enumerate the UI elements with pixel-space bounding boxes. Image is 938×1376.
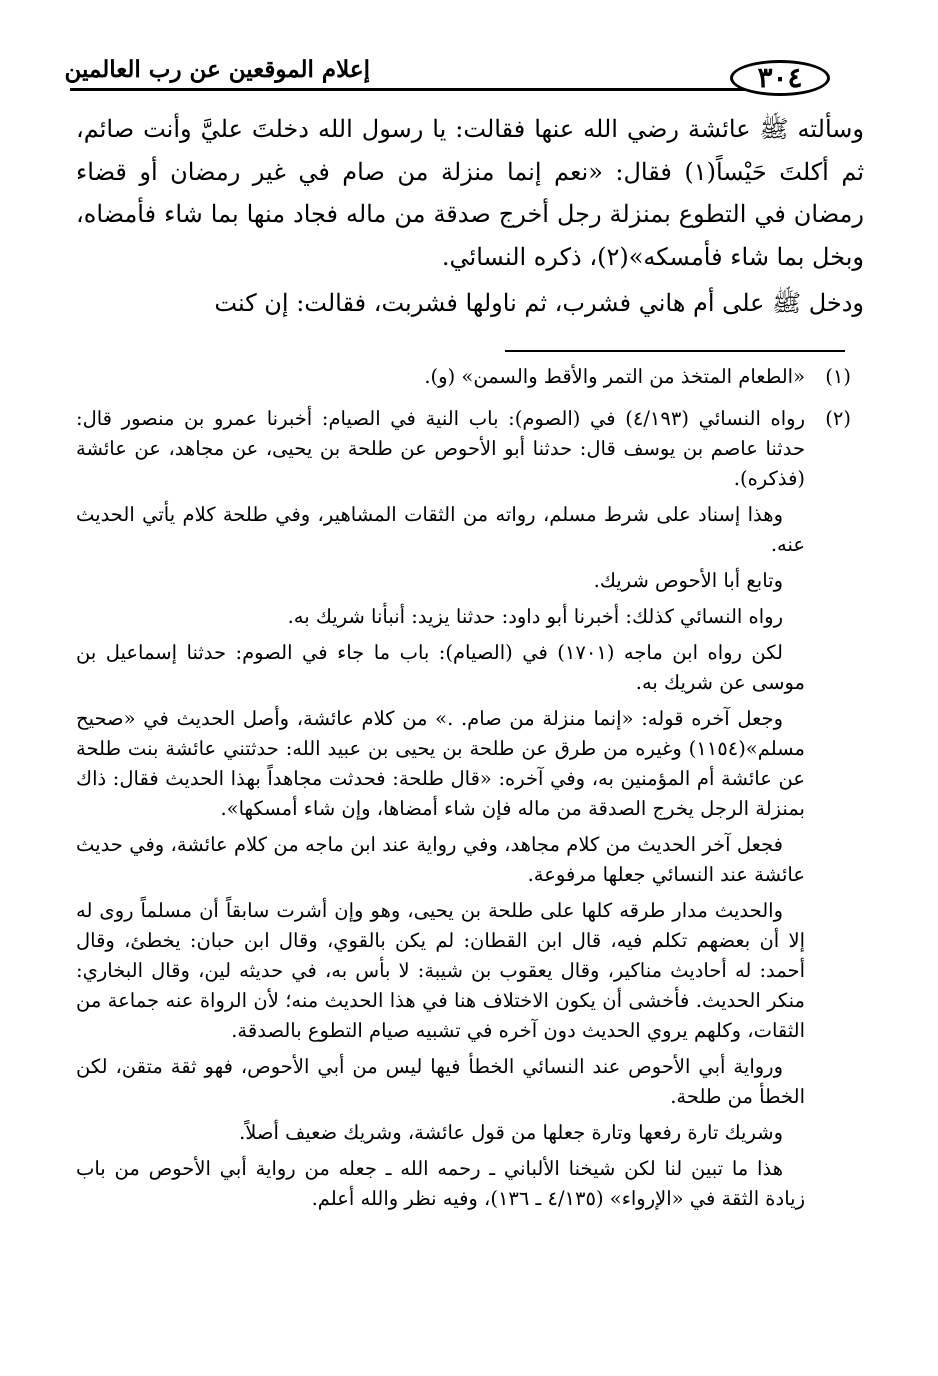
footnote-2-para-7: فجعل آخر الحديث من كلام مجاهد، وفي رواية عند ابن ماجه من كلام عائشة، وفي حديث عائشة عند النسائي جعلها مرفوعة.	[76, 833, 805, 886]
footnote-2-para-8: والحديث مدار طرقه كلها على طلحة بن يحيى، وهو وإن أشرت سابقاً أن مسلماً روى له إلا أن بعضهم تكلم فيه، قال ابن القطان: لم يكن بالقوي، وقال ابن حبان: يخطئ، وقال أحمد: له أحاديث مناكير، وقال يعقوب بن شيبة: لا بأس به، في حديثه لين، وقال البخاري: منكر الحديث. فأخشى أن يكون الاختلاف هنا في هذا الحديث منه؛ لأن الرواة عنه جماعة من الثقات، وكلهم يروي الحديث دون آخره في تشبيه صيام التطوع بالصدقة.	[76, 899, 805, 1042]
main-paragraph-1: وسألته ﷺ عائشة رضي الله عنها فقالت: يا رسول الله دخلتَ عليَّ وأنت صائم، ثم أكلتَ حَيْساً(١) فقال: «نعم إنما منزلة من صام في غير رمضان أو قضاء رمضان في التطوع بمنزلة رجل أخرج صدقة من ماله فجاد منها بما شاء فأمضاه، وبخل بما شاء فأمسكه»(٢)، ذكره النسائي.	[76, 115, 865, 271]
page-number-badge: ٣٠٤	[730, 60, 830, 96]
footnote-1	[76, 362, 851, 398]
footnote-2-number: (٢)	[825, 407, 851, 430]
footnote-2-para-10: وشريك تارة رفعها وتارة جعلها من قول عائشة، وشريك ضعيف أصلاً.	[239, 1121, 783, 1144]
footnote-2-para-4: رواه النسائي كذلك: أخبرنا أبو داود: حدثنا يزيد: أنبأنا شريك به.	[287, 605, 783, 628]
footnote-2-para-9: ورواية أبي الأحوص عند النسائي الخطأ فيها ليس من أبي الأحوص، فهو ثقة متقن، لكن الخطأ من طلحة.	[76, 1055, 805, 1108]
footnote-2-para-2: وهذا إسناد على شرط مسلم، رواته من الثقات المشاهير، وفي طلحة كلام يأتي الحديث عنه.	[76, 503, 805, 556]
footnote-2-para-6: وجعل آخره قوله: «إنما منزلة من صام. .» من كلام عائشة، وأصل الحديث في «صحيح مسلم»(١١٥٤) وغيره من طرق عن طلحة بن يحيى بن عبيد الله: حدثتني عائشة بنت طلحة عن عائشة أم المؤمنين به، وفي آخره: «قال طلحة: فحدثت مجاهداً بهذا الحديث فقال: ذاك بمنزلة الرجل يخرج الصدقة من ماله فإن شاء أمضاها، وإن شاء أمسكها».	[76, 707, 805, 820]
footnote-2-para-1: رواه النسائي (٤/١٩٣) في (الصوم): باب النية في الصيام: أخبرنا عمرو بن منصور قال: حدثنا عاصم بن يوسف قال: حدثنا أبو الأحوص عن طلحة بن يحيى، عن مجاهد، عن عائشة (فذكره).	[76, 407, 806, 490]
footnote-2-para-3: وتابع أبا الأحوص شريك.	[593, 569, 783, 592]
footnote-separator	[505, 350, 845, 352]
main-text	[76, 108, 864, 325]
main-paragraph-2: ودخل ﷺ على أم هاني فشرب، ثم ناولها فشربت، فقالت: إن كنت	[214, 289, 864, 317]
footnote-1-text: «الطعام المتخذ من التمر والأقط والسمن» (و).	[424, 365, 805, 388]
footnote-1-number: (١)	[825, 365, 851, 388]
footnote-2-para-5: لكن رواه ابن ماجه (١٧٠١) في (الصيام): باب ما جاء في الصوم: حدثنا إسماعيل بن موسى عن شريك به.	[76, 641, 805, 694]
footnotes	[76, 362, 851, 1226]
header-rule	[70, 88, 805, 91]
book-title: إعلام الموقعين عن رب العالمين	[64, 56, 370, 83]
footnote-2	[76, 404, 851, 1220]
footnote-2-para-11: هذا ما تبين لنا لكن شيخنا الألباني ـ رحمه الله ـ جعله من رواية أبي الأحوص من باب زيادة الثقة في «الإرواء» (٤/١٣٥ ـ ١٣٦)، وفيه نظر والله أعلم.	[76, 1157, 805, 1210]
